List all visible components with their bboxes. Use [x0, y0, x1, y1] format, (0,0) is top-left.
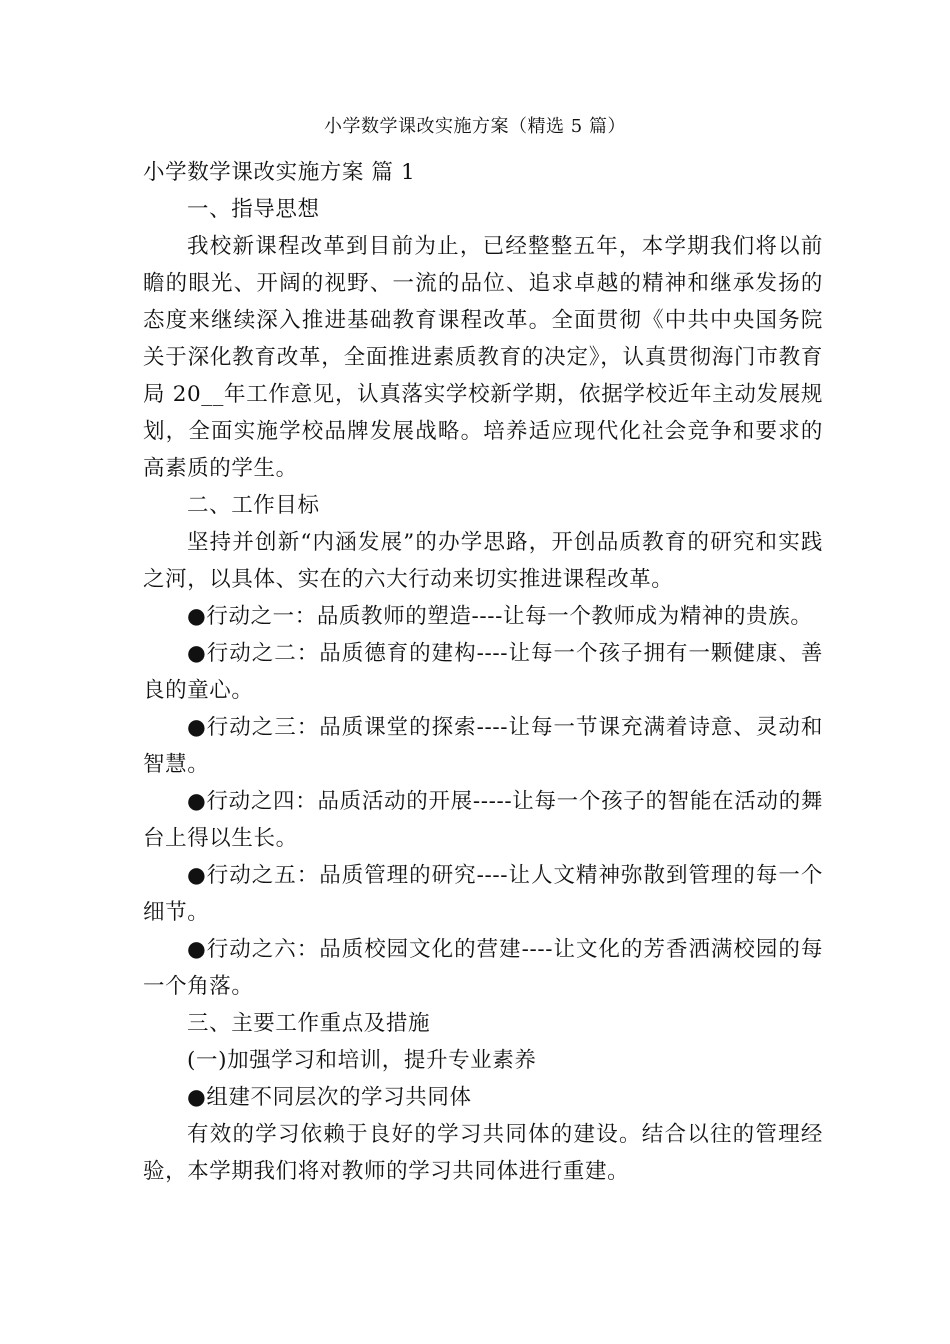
action-item-1: ●行动之一：品质教师的塑造----让每一个教师成为精神的贵族。: [187, 604, 813, 629]
paragraph-work-goals: 坚持并创新“内涵发展”的办学思路，开创品质教育的研究和实践之河，以具体、实在的六大行动来切实推进课程改革。: [143, 530, 823, 592]
document-body: [143, 154, 823, 1190]
document-title: 小学数学课改实施方案（精选 5 篇）: [324, 116, 626, 137]
action-item-4: ●行动之四：品质活动的开展-----让每一个孩子的智能在活动的舞台上得以生长。: [143, 789, 823, 851]
section-title: 小学数学课改实施方案 篇 1: [143, 160, 416, 185]
heading-key-work: 三、主要工作重点及措施: [187, 1011, 431, 1036]
action-item-5: ●行动之五：品质管理的研究----让人文精神弥散到管理的每一个细节。: [143, 863, 823, 925]
heading-work-goals: 二、工作目标: [187, 493, 320, 518]
action-item-6: ●行动之六：品质校园文化的营建----让文化的芳香洒满校园的每一个角落。: [143, 937, 823, 999]
paragraph-guiding-ideology: 我校新课程改革到目前为止，已经整整五年，本学期我们将以前瞻的眼光、开阔的视野、一流的品位、追求卓越的精神和继承发扬的态度来继续深入推进基础教育课程改革。全面贯彻《中共中央国务院关于深化教育改革，全面推进素质教育的决定》，认真贯彻海门市教育局 20__年工作意见，认真落实学校新学期，依据学校近年主动发展规划，全面实施学校品牌发展战略。培养适应现代化社会竞争和要求的高素质的学生。: [143, 234, 823, 481]
subheading-learning-training: (一)加强学习和培训，提升专业素养: [187, 1048, 537, 1073]
bullet-learning-community: ●组建不同层次的学习共同体: [187, 1085, 472, 1110]
paragraph-learning-community: 有效的学习依赖于良好的学习共同体的建设。结合以往的管理经验，本学期我们将对教师的学习共同体进行重建。: [143, 1122, 823, 1184]
action-item-3: ●行动之三：品质课堂的探索----让每一节课充满着诗意、灵动和智慧。: [143, 715, 823, 777]
heading-guiding-ideology: 一、指导思想: [187, 197, 320, 222]
action-item-2: ●行动之二：品质德育的建构----让每一个孩子拥有一颗健康、善良的童心。: [143, 641, 823, 703]
